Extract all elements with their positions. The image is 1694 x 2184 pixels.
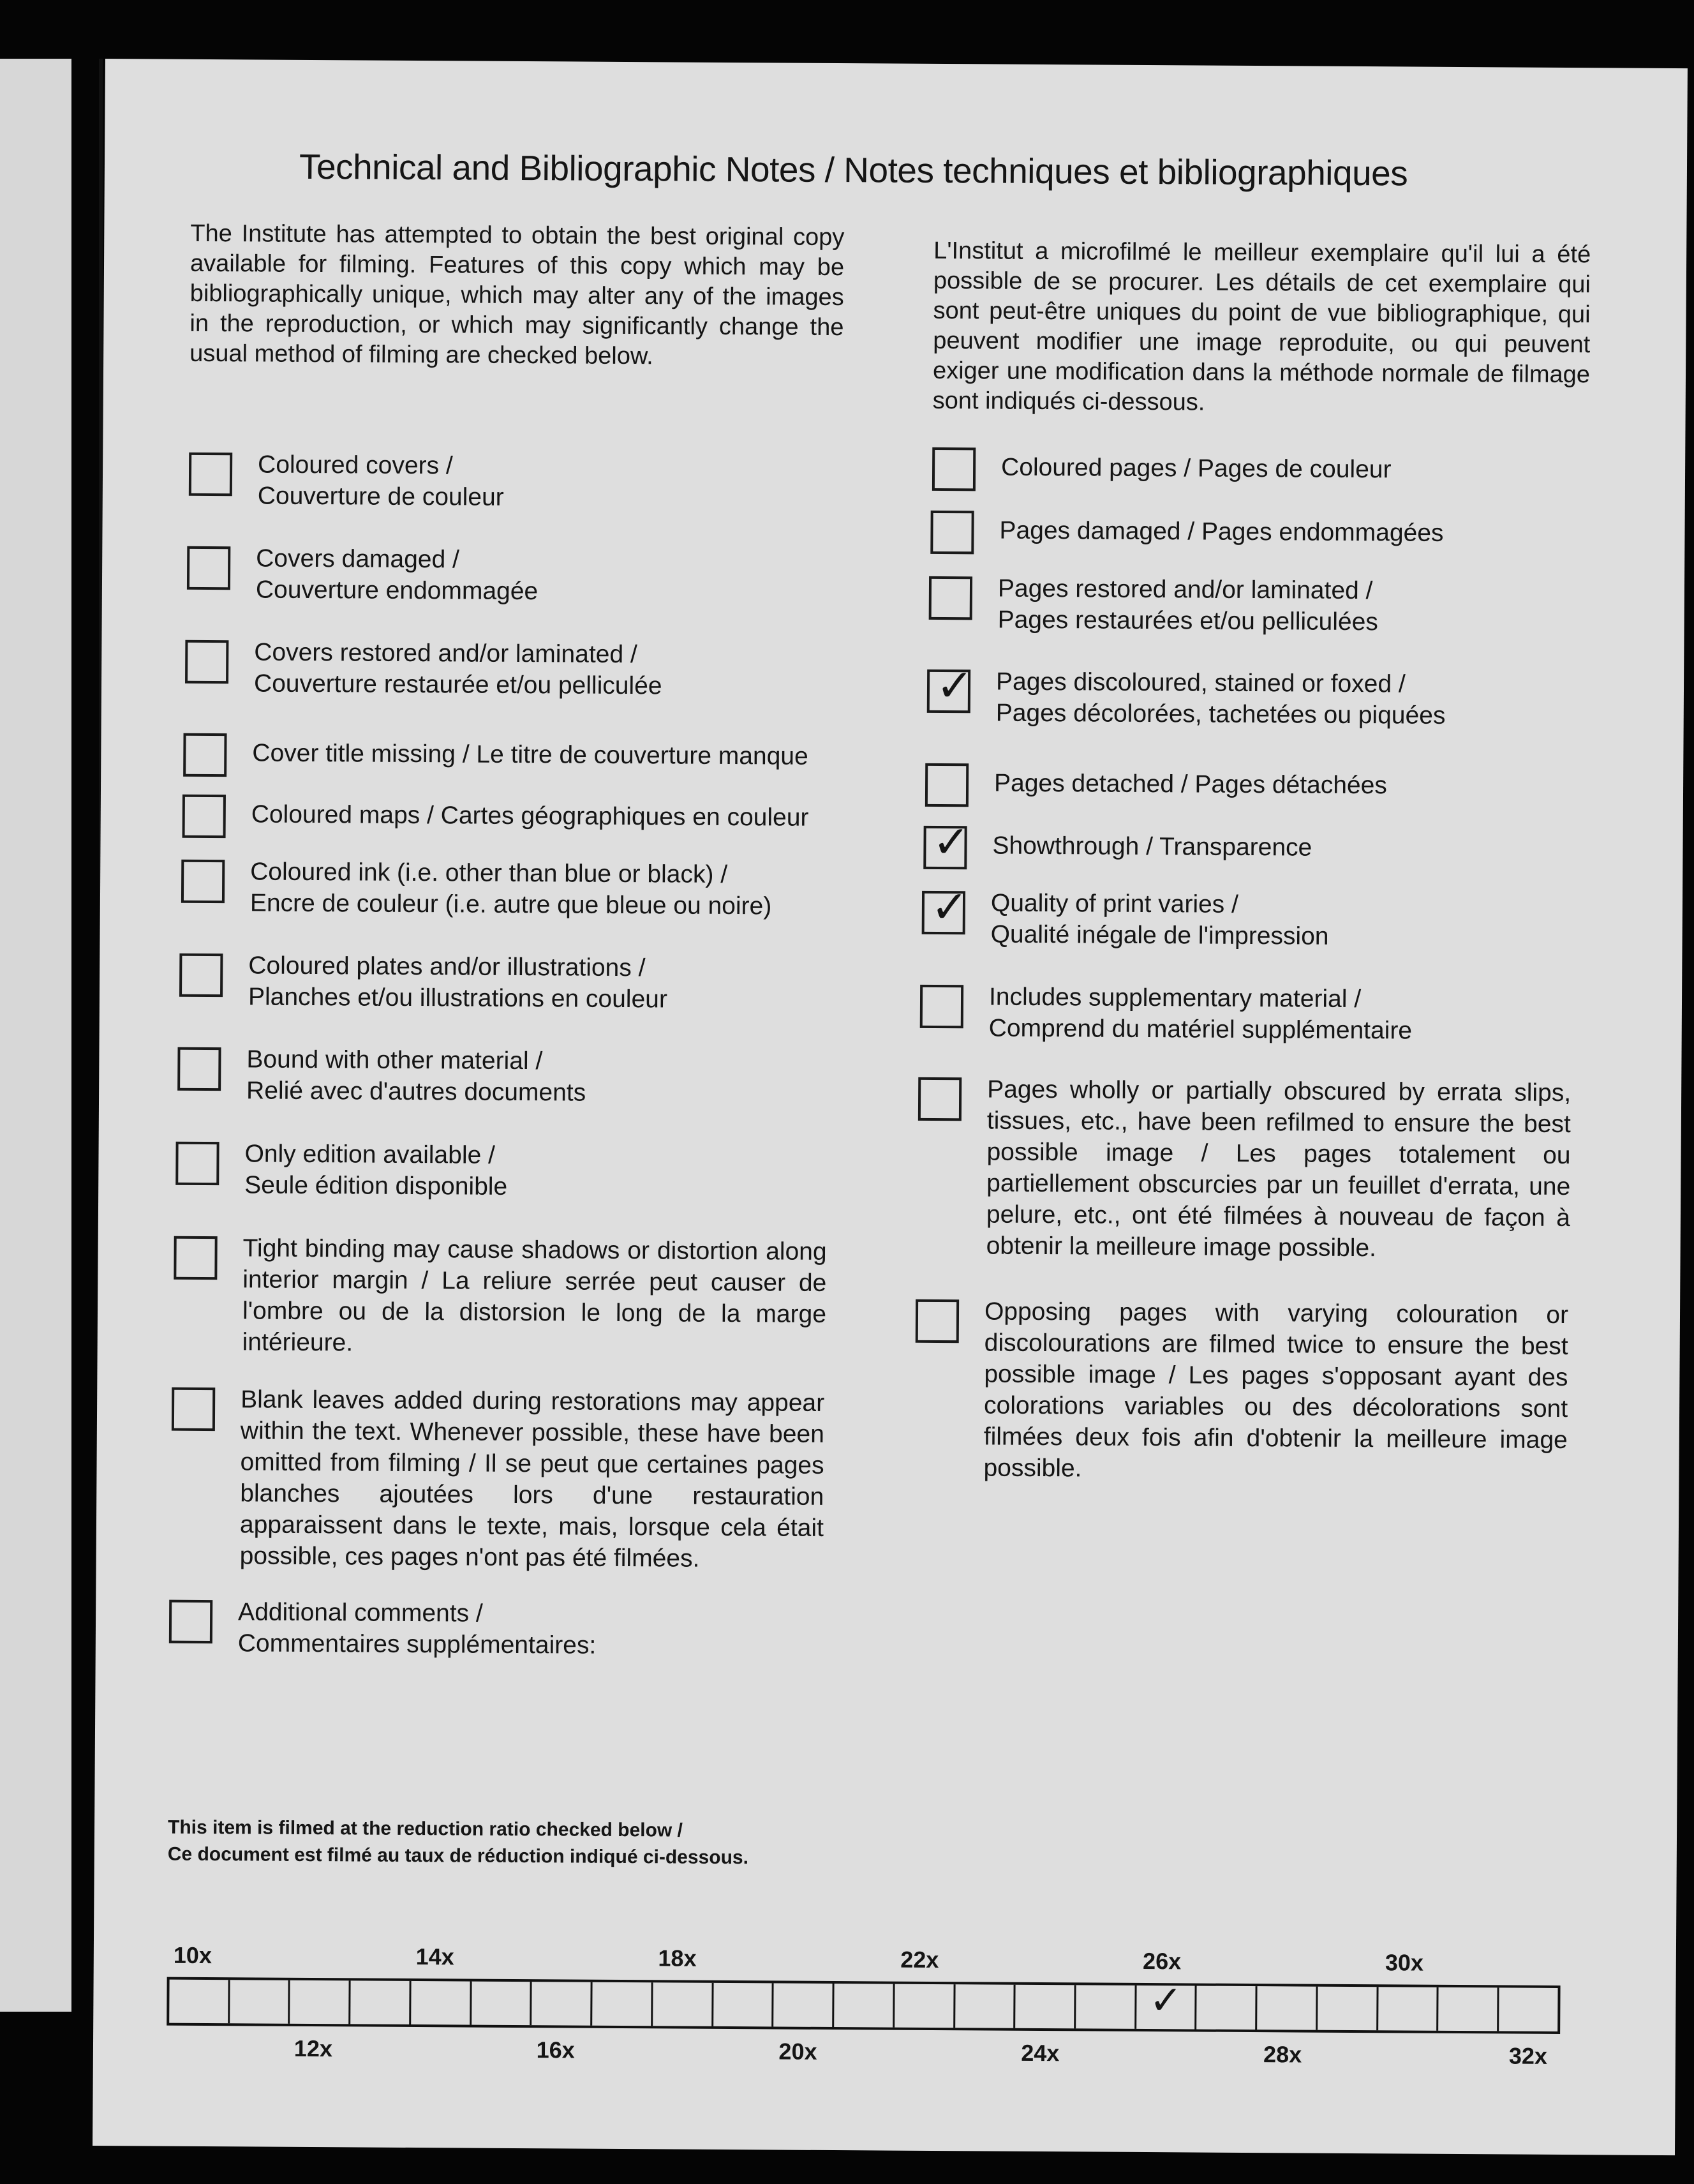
ratio-label-bottom: 16x xyxy=(536,2037,575,2063)
option-label: Pages discoloured, stained or foxed / xyxy=(995,668,1406,698)
option-label: Coloured pages / Pages de couleur xyxy=(1000,453,1392,484)
option-label: Includes supplementary material / xyxy=(988,983,1362,1013)
option-opposing-pages xyxy=(914,1296,1568,1487)
ratio-label-top: 18x xyxy=(658,1945,697,1971)
checkbox[interactable] xyxy=(183,733,227,777)
option-label: Tight binding may cause shadows or distortion along interior margin / La reliure serrée peut causer de l'ombre ou de la distorsion le long de la marge intérieure. xyxy=(242,1234,827,1357)
adjacent-page-strip xyxy=(0,59,71,2012)
checkbox[interactable] xyxy=(181,860,225,903)
checkbox[interactable] xyxy=(177,1047,221,1091)
option-label: Only edition available / xyxy=(244,1140,496,1169)
checkbox[interactable] xyxy=(927,659,974,713)
checkbox[interactable] xyxy=(189,453,232,496)
ratio-cell[interactable] xyxy=(713,1983,774,2027)
option-pages-damaged xyxy=(930,507,1443,557)
option-pages-restored xyxy=(929,572,1379,638)
option-label: Additional comments / xyxy=(238,1598,483,1627)
option-label-fr: Couverture de couleur xyxy=(257,482,504,511)
reduction-ratio-note xyxy=(168,1814,749,1872)
ratio-cell[interactable] xyxy=(1136,1977,1197,2030)
ratio-label-bottom: 20x xyxy=(778,2038,817,2065)
ratio-cell[interactable] xyxy=(472,1982,532,2026)
option-pages-obscured xyxy=(918,1073,1571,1265)
option-label: Pages detached / Pages détachées xyxy=(993,769,1388,800)
option-label-fr: Planches et/ou illustrations en couleur xyxy=(248,983,668,1013)
checkbox[interactable] xyxy=(930,511,974,554)
option-label: Coloured ink (i.e. other than blue or black) / xyxy=(250,858,728,888)
option-covers-damaged xyxy=(187,542,539,607)
option-label: Pages restored and/or laminated / xyxy=(997,574,1373,605)
option-label-fr: Encre de couleur (i.e. autre que bleue ou noire) xyxy=(249,889,772,920)
page-title: Technical and Bibliographic Notes / Notes techniques et bibliographiques xyxy=(299,146,1408,193)
ratio-label-top: 22x xyxy=(900,1946,939,1973)
checkbox[interactable] xyxy=(175,1142,219,1185)
option-coloured-pages xyxy=(932,444,1392,493)
ratio-cell[interactable] xyxy=(653,1982,713,2026)
option-label: Pages wholly or partially obscured by errata slips, tissues, etc., have been refilmed to ensure the best possible image / Les pages totalement ou partiellement obscurcies par un feuillet d'errata, une pelure, etc., ont été filmées à nouveau de façon à obtenir la meilleure image possible. xyxy=(986,1075,1571,1262)
option-quality-varies xyxy=(921,880,1329,952)
checkbox[interactable] xyxy=(916,1299,959,1343)
ratio-cell[interactable] xyxy=(230,1980,290,2024)
ratio-label-top: 30x xyxy=(1385,1949,1424,1976)
ratio-cell[interactable] xyxy=(1378,1987,1439,2031)
option-label: Cover title missing / Le titre de couverture manque xyxy=(252,739,808,770)
check-mark-icon: ✓ xyxy=(930,880,969,934)
option-label: Quality of print varies / xyxy=(990,889,1239,918)
reduction-scale xyxy=(167,1941,1561,2069)
ratio-label-top: 10x xyxy=(173,1941,212,1969)
ratio-label-bottom: 32x xyxy=(1508,2042,1548,2069)
option-label-fr: Pages restaurées et/ou pelliculées xyxy=(997,606,1378,636)
option-tight-binding xyxy=(174,1232,827,1361)
option-covers-restored xyxy=(185,636,662,702)
option-cover-title-missing xyxy=(183,729,808,781)
ratio-label-bottom: 28x xyxy=(1263,2041,1302,2068)
checkbox[interactable] xyxy=(187,546,230,590)
ratio-cell[interactable] xyxy=(1197,1986,1258,2030)
ratio-cell[interactable] xyxy=(1257,1986,1318,2030)
checkbox[interactable] xyxy=(925,763,969,807)
check-mark-icon: ✓ xyxy=(1148,1977,1183,2024)
ratio-cell[interactable] xyxy=(1318,1987,1378,2031)
option-label-fr: Comprend du matériel supplémentaire xyxy=(988,1014,1413,1045)
ratio-cell[interactable] xyxy=(1499,1987,1557,2031)
ratio-label-bottom: 12x xyxy=(293,2035,333,2062)
intro-english: The Institute has attempted to obtain the best original copy available for filming. Features of this copy which may be bibliographically unique, which may alter any of the images in the reproduction, or which may significantly change the usual method of filming are checked below. xyxy=(189,220,845,370)
ratio-cell[interactable] xyxy=(592,1982,653,2026)
ratio-cell[interactable] xyxy=(290,1980,351,2024)
checkbox[interactable] xyxy=(179,954,223,997)
option-blank-leaves xyxy=(171,1384,825,1575)
option-showthrough xyxy=(923,815,1312,872)
ratio-cell[interactable] xyxy=(1076,1985,1136,2029)
ratio-label-top: 26x xyxy=(1142,1947,1182,1975)
ratio-cell[interactable] xyxy=(1439,1987,1499,2031)
option-label: Coloured maps / Cartes géographiques en couleur xyxy=(251,800,809,832)
option-pages-detached xyxy=(925,759,1387,809)
option-label-fr: Qualité inégale de l'impression xyxy=(990,920,1329,950)
check-mark-icon: ✓ xyxy=(932,815,970,869)
option-coloured-ink xyxy=(181,856,772,922)
option-coloured-maps xyxy=(182,791,809,842)
option-label: Showthrough / Transparence xyxy=(992,832,1312,862)
option-label: Pages damaged / Pages endommagées xyxy=(999,516,1444,547)
reduction-ruler xyxy=(167,1977,1560,2034)
option-label-fr: Seule édition disponible xyxy=(244,1171,508,1200)
option-label: Opposing pages with varying colouration or discolourations are filmed twice to ensure the best possible image / Les pages s'opposant ayant des colorations variables ou des décolorations sont filmées deux fois afin d'obtenir la meilleure image possible. xyxy=(983,1298,1569,1483)
option-coloured-covers xyxy=(189,449,504,513)
ratio-cell[interactable] xyxy=(411,1981,472,2025)
checkbox[interactable] xyxy=(932,447,976,491)
option-label: Blank leaves added during restorations may appear within the text. Whenever possible, these have been omitted from filming / Il se peut que certaines pages blanches ajoutées lors d'une restauration apparaissent dans le texte, mais, lorsque cela était possible, ces pages n'ont pas été filmées. xyxy=(239,1386,825,1573)
ratio-cell[interactable] xyxy=(895,1984,955,2028)
option-supplementary-material xyxy=(920,981,1413,1047)
checkbox[interactable] xyxy=(929,576,972,620)
checkbox[interactable] xyxy=(922,880,969,934)
checkbox[interactable] xyxy=(182,795,226,838)
notes-page xyxy=(93,59,1688,2155)
ratio-cell[interactable] xyxy=(1015,1985,1076,2029)
option-label-fr: Relié avec d'autres documents xyxy=(246,1077,586,1107)
checkbox[interactable] xyxy=(918,1077,962,1121)
ratio-note-fr: Ce document est filmé au taux de réduction indiqué ci-dessous. xyxy=(167,1843,749,1869)
option-label-fr: Commentaires supplémentaires: xyxy=(237,1629,597,1659)
option-label: Bound with other material / xyxy=(246,1045,543,1075)
ratio-label-bottom: 24x xyxy=(1021,2039,1060,2067)
ratio-label-top: 14x xyxy=(415,1943,454,1970)
option-label: Coloured plates and/or illustrations / xyxy=(248,952,646,982)
option-only-edition xyxy=(175,1138,508,1202)
option-label: Covers damaged / xyxy=(256,544,460,574)
option-additional-comments xyxy=(169,1596,597,1661)
checkbox[interactable] xyxy=(172,1387,215,1431)
option-label: Coloured covers / xyxy=(257,451,453,480)
option-label-fr: Couverture restaurée et/ou pelliculée xyxy=(253,669,662,700)
checkbox[interactable] xyxy=(185,640,228,684)
option-label: Covers restored and/or laminated / xyxy=(254,638,637,669)
intro-french: L'Institut a microfilmé le meilleur exemplaire qu'il lui a été possible de se procurer. Les détails de cet exemplaire qui sont peut-être uniques du point de vue bibliographique, qui peuvent modifier une image reproduite, ou qui peuvent exiger une modification dans la méthode normale de filmage sont indiqués ci-dessous. xyxy=(932,237,1591,416)
checkbox[interactable] xyxy=(923,815,970,869)
option-label-fr: Pages décolorées, tachetées ou piquées xyxy=(995,699,1446,729)
option-coloured-plates xyxy=(179,950,667,1015)
ratio-cell[interactable] xyxy=(350,1980,411,2024)
ratio-cell[interactable] xyxy=(532,1982,593,2026)
check-mark-icon: ✓ xyxy=(935,659,974,712)
checkbox[interactable] xyxy=(169,1600,212,1643)
checkbox[interactable] xyxy=(920,985,963,1028)
ratio-cell[interactable] xyxy=(774,1983,835,2027)
option-label-fr: Couverture endommagée xyxy=(255,576,539,606)
ratio-cell[interactable] xyxy=(169,1980,230,2024)
ratio-cell[interactable] xyxy=(955,1984,1016,2028)
ratio-cell[interactable] xyxy=(834,1984,895,2028)
ratio-note-en: This item is filmed at the reduction ratio checked below / xyxy=(167,1816,683,1841)
option-bound-with xyxy=(177,1043,586,1109)
option-pages-discoloured xyxy=(927,659,1446,731)
checkbox[interactable] xyxy=(174,1236,217,1280)
